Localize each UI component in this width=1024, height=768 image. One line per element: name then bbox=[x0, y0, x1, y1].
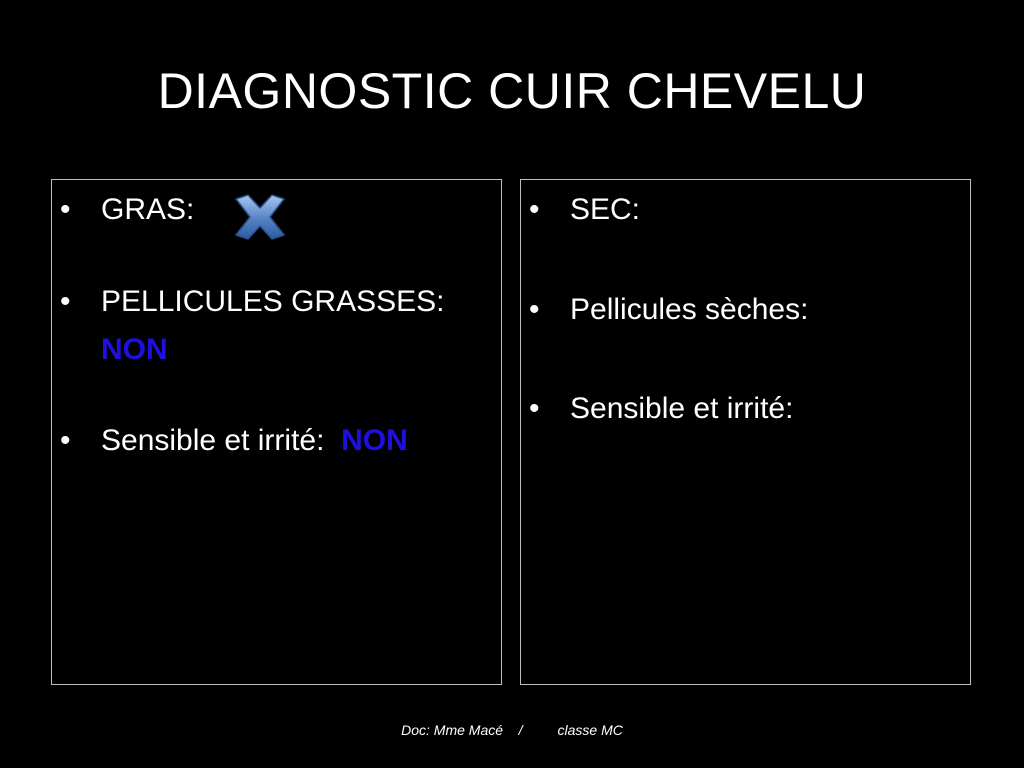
bullet-pellicules-grasses-label: PELLICULES GRASSES: bbox=[101, 285, 445, 318]
answer-non: NON bbox=[341, 424, 408, 457]
bullet-pellicules-seches-label: Pellicules sèches: bbox=[570, 293, 809, 326]
answer-non: NON bbox=[101, 333, 168, 366]
bullet-sensible-irrite-label bbox=[101, 417, 408, 465]
bullet-dot: • bbox=[60, 193, 71, 226]
slide-footer bbox=[0, 722, 1024, 738]
bullet-dot: • bbox=[529, 293, 540, 326]
footer-class: classe MC bbox=[557, 722, 623, 738]
bullet-sensible-label-text: Sensible et irrité: bbox=[101, 424, 325, 457]
bullet-sensible-irrite-right-label: Sensible et irrité: bbox=[570, 392, 794, 425]
bullet-sec-label: SEC: bbox=[570, 193, 641, 226]
bullet-dot: • bbox=[529, 193, 540, 226]
bullet-dot: • bbox=[60, 285, 71, 318]
bullet-dot: • bbox=[60, 424, 71, 457]
left-panel bbox=[51, 179, 502, 685]
cross-icon bbox=[232, 193, 288, 241]
bullet-dot: • bbox=[529, 392, 540, 425]
bullet-gras-label: GRAS: bbox=[101, 193, 195, 226]
slide-title: DIAGNOSTIC CUIR CHEVELU bbox=[157, 63, 867, 119]
right-panel bbox=[520, 179, 971, 685]
footer-separator: / bbox=[518, 722, 523, 738]
footer-author: Doc: Mme Macé bbox=[401, 722, 504, 738]
